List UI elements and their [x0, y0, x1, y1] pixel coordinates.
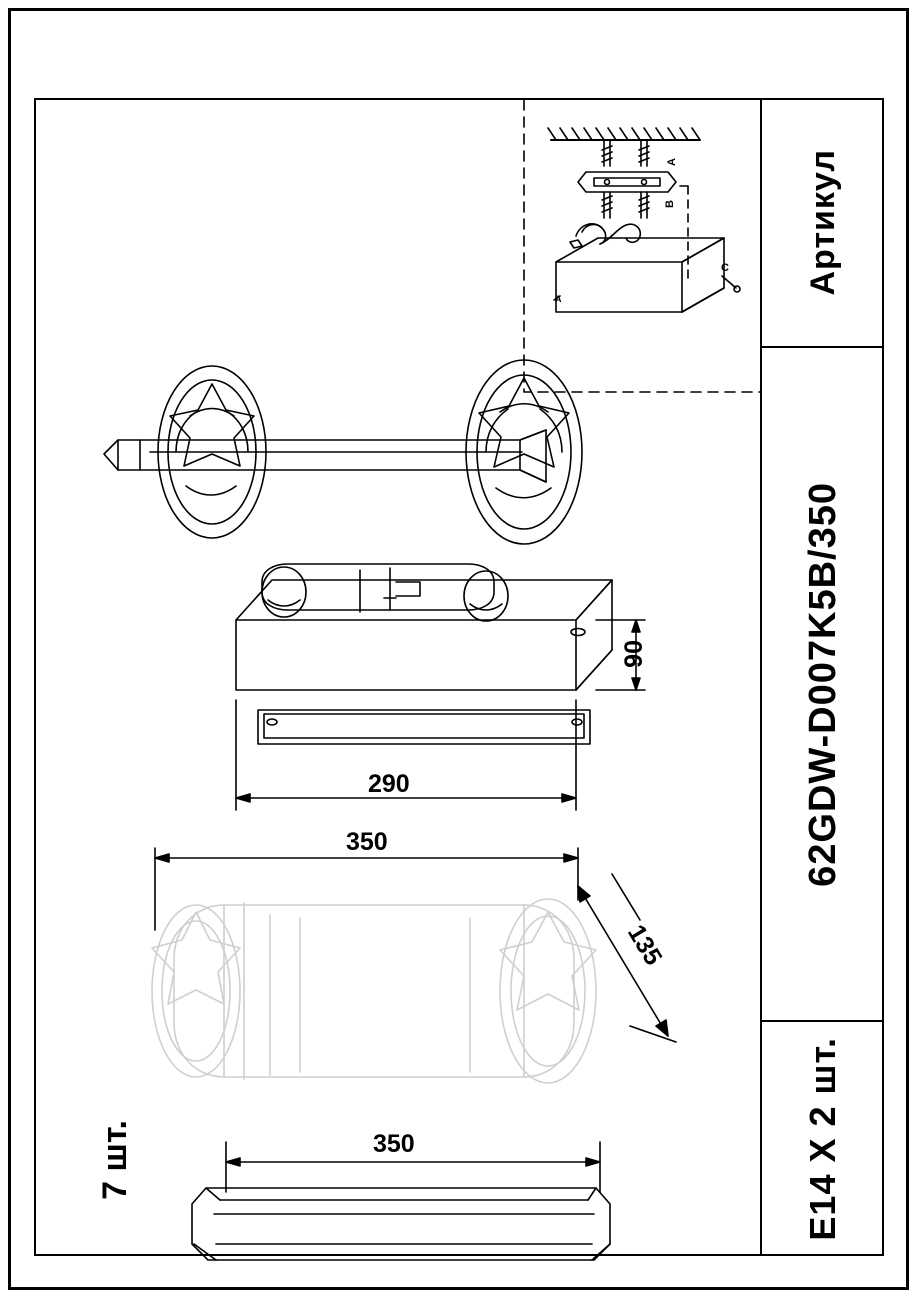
- title-article-code: 62GDW-D007K5B/350: [801, 481, 844, 887]
- ceiling-bracket-detail: [548, 128, 740, 312]
- base-bar-profile: [192, 1188, 610, 1260]
- mount-label-c: C: [721, 262, 729, 274]
- quantity-note: [96, 1120, 146, 1260]
- dimension-label-350-bottom: 350: [373, 1130, 415, 1158]
- mount-label-b: B: [664, 200, 676, 208]
- title-socket-cell: [762, 1022, 884, 1256]
- mount-label-a-small: A: [555, 294, 562, 304]
- dimension-label-135: 135: [621, 920, 668, 971]
- side-profile-lamp: [236, 564, 612, 744]
- dimension-label-90: 90: [620, 640, 648, 668]
- title-article-label-cell: [762, 98, 884, 348]
- title-socket-spec: E14 X 2 шт.: [802, 1037, 843, 1241]
- dimension-label-290: 290: [368, 770, 410, 798]
- title-block: [760, 98, 884, 1256]
- top-shade-outline: [152, 899, 596, 1083]
- mount-label-a: A: [666, 158, 678, 166]
- dimension-label-350-top: 350: [346, 828, 388, 856]
- title-article-label: Артикул: [803, 148, 842, 296]
- quantity-note-text: 7 шт.: [96, 1120, 134, 1200]
- front-perspective-lamp: [104, 360, 582, 544]
- title-article-code-cell: [762, 348, 884, 1022]
